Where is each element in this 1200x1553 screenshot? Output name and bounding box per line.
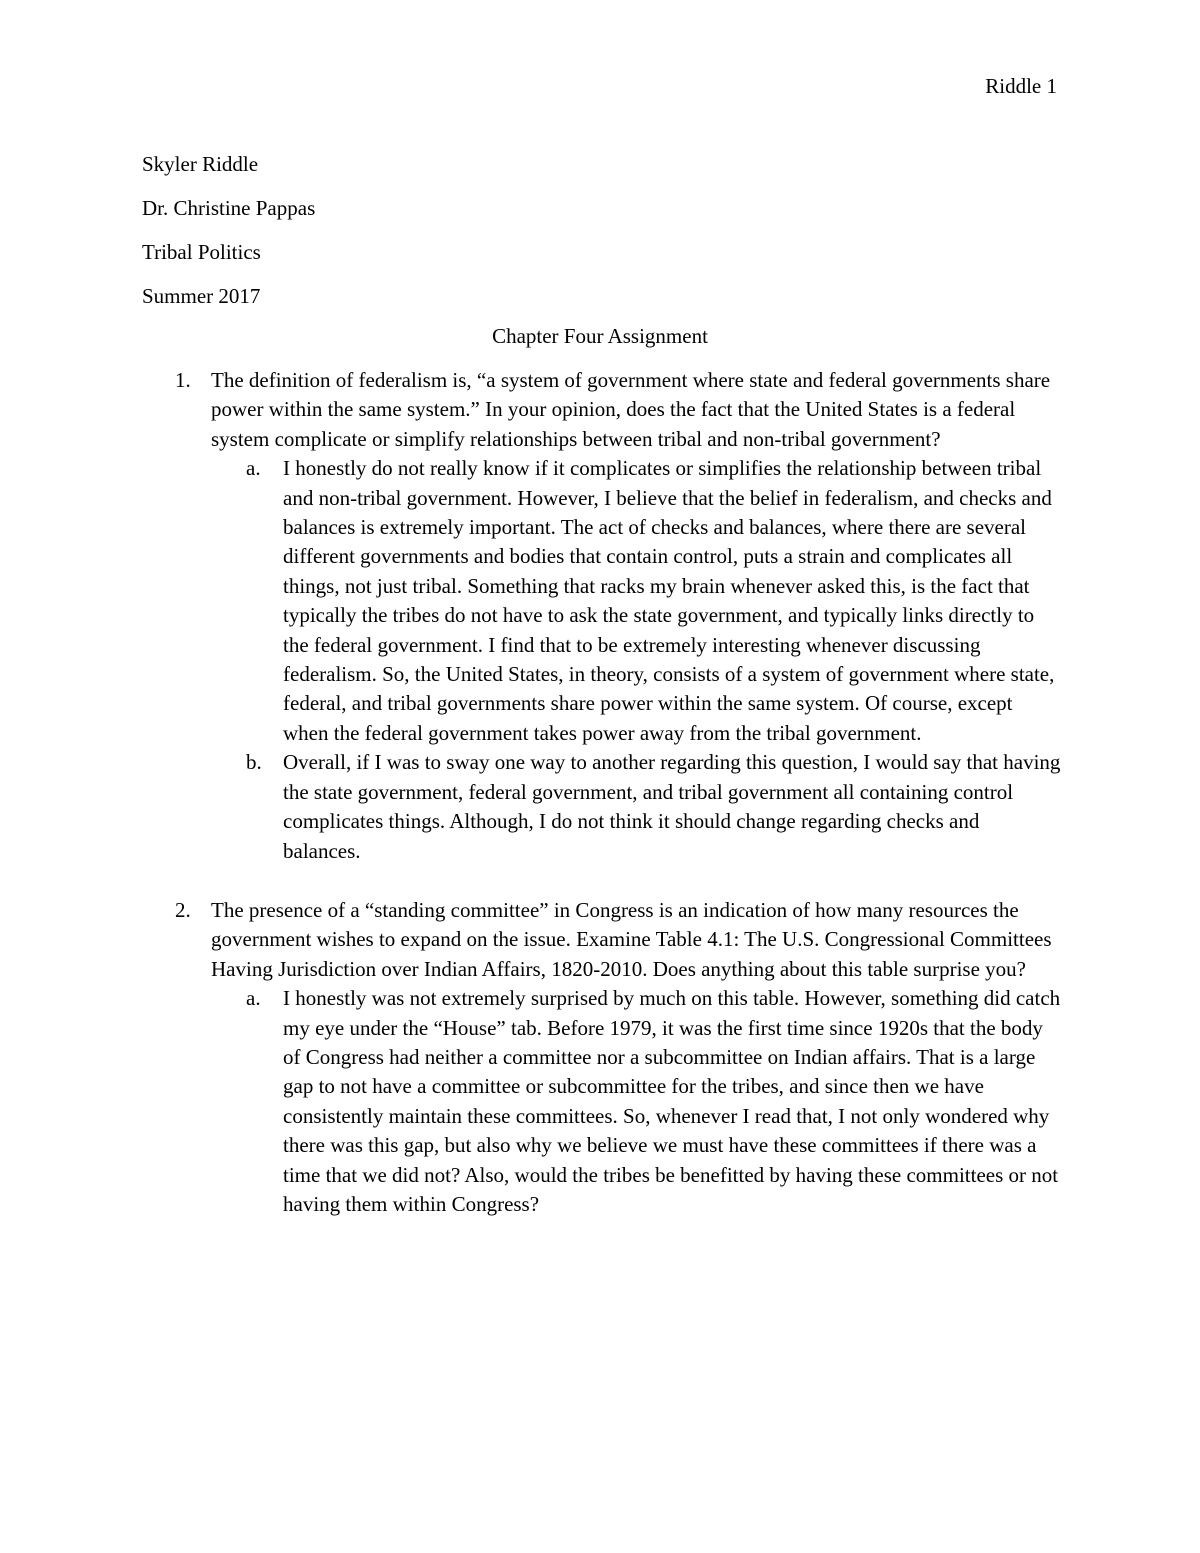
question-item xyxy=(142,366,1062,866)
question-item xyxy=(142,896,1062,1219)
answer-text: Overall, if I was to sway one way to another regarding this question, I would say that having the state government, federal government, and tribal government all containing control complicates things. Although, I do not think it should change regarding checks and balances. xyxy=(283,750,1061,863)
answer-letter: a. xyxy=(246,986,261,1011)
document-title: Chapter Four Assignment xyxy=(492,324,708,348)
student-name: Skyler Riddle xyxy=(142,152,259,176)
answer-letter: a. xyxy=(246,456,261,481)
running-head: Riddle 1 xyxy=(985,74,1057,98)
term: Summer 2017 xyxy=(142,284,261,308)
question-number: 2. xyxy=(175,897,191,922)
instructor-name: Dr. Christine Pappas xyxy=(142,196,316,220)
answer-item xyxy=(211,748,1062,866)
question-text: The presence of a “standing committee” in Congress is an indication of how many resources the government wishes to expand on the issue. Examine Table 4.1: The U.S. Congressional Committees Having Jurisdiction over Indian Affairs, 1820-2010. Does anything about this table surprise you? xyxy=(211,897,1052,981)
answer-letter: b. xyxy=(246,750,262,775)
answer-item xyxy=(211,984,1062,1219)
answer-item xyxy=(211,454,1062,748)
answer-text: I honestly do not really know if it complicates or simplifies the relationship between tribal and non-tribal government. However, I believe that the belief in federalism, and checks and balances is extremely important. The act of checks and balances, where there are several different governments and bodies that contain control, puts a strain and complicates all things, not just tribal. Something that racks my brain whenever asked this, is the fact that typically the tribes do not have to ask the state government, and typically links directly to the federal government. I find that to be extremely interesting whenever discussing federalism. So, the United States, in theory, consists of a system of government where state, federal, and tribal governments share power within the same system. Of course, except when the federal government takes power away from the tribal government. xyxy=(283,456,1055,745)
heading-block xyxy=(142,142,315,318)
question-text: The definition of federalism is, “a system of government where state and federal governments share power within the same system.” In your opinion, does the fact that the United States is a federal system complicate or simplify relationships between tribal and non-tribal government? xyxy=(211,368,1051,451)
question-number: 1. xyxy=(175,368,191,392)
answer-text: I honestly was not extremely surprised by much on this table. However, something did catch my eye under the “House” tab. Before 1979, it was the first time since 1920s that the body of Congress had neither a committee nor a subcommittee on Indian affairs. That is a large gap to not have a committee or subcommittee for the tribes, and since then we have consistently maintain these committees. So, whenever I read that, I not only wondered why there was this gap, but also why we believe we must have these committees if there was a time that we did not? Also, would the tribes be benefitted by having these committees or not having them within Congress? xyxy=(283,986,1061,1216)
question-list xyxy=(142,366,1062,1219)
course-name: Tribal Politics xyxy=(142,240,261,264)
